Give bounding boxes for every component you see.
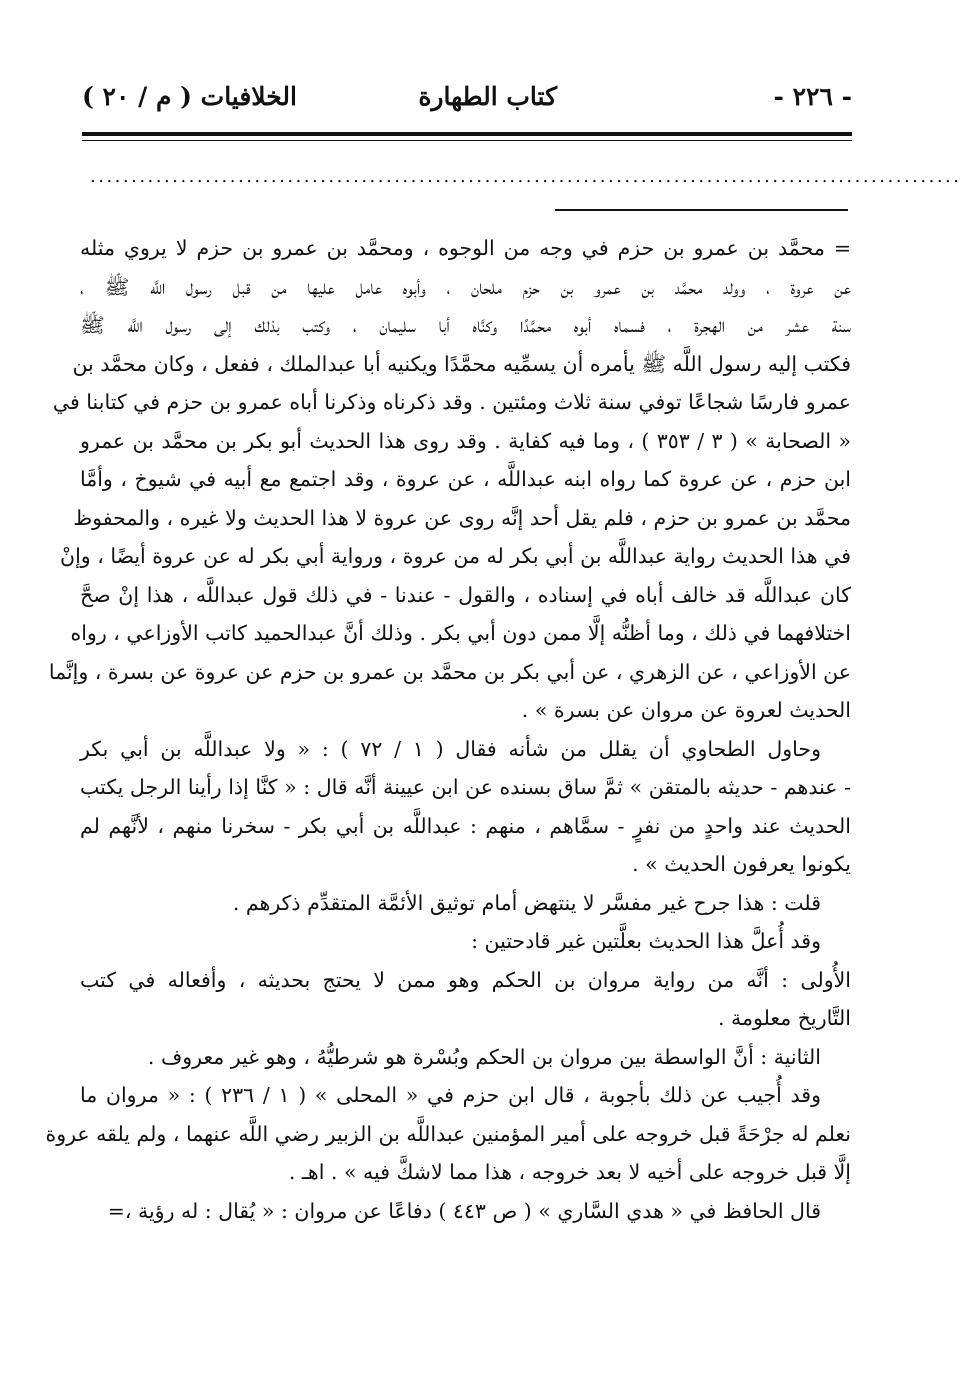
- text-line: اختلافهما في ذلك ، وما أظنُّه إلَّا ممن دون أبي بكر . وذلك أنَّ عبدالحميد كاتب الأوزاعي ، رواه: [70, 621, 851, 645]
- text-line: فكتب إليه رسول اللَّه ﷺ يأمره أن يسمِّيه محمَّدًا ويكنيه أبا عبدالملك ، ففعل ، وكان محمَّد بن: [72, 351, 851, 376]
- text-line: عمرو فارسًا شجاعًا توفي سنة ثلاث ومئتين . وقد ذكرناه وذكرنا أباه عمرو بن حزم في كتابنا في: [52, 390, 851, 414]
- text-line: الحديث عند واحدٍ من نفرٍ - سمَّاهم ، منهم : عبداللَّه بن أبي بكر - سخرنا منهم ، لأنَّهم لم: [80, 813, 851, 838]
- text-line: الحديث لعروة عن مروان عن بسرة » .: [521, 698, 851, 722]
- body-text: [45, 229, 851, 1230]
- text-line: الثانية : أنَّ الواسطة بين مروان بن الحكم وبُسْرة هو شرطيُّهُ ، وهو غير معروف .: [147, 1044, 821, 1069]
- header-rule-thick: [82, 132, 852, 136]
- text-line: وحاول الطحاوي أن يقلل من شأنه فقال ( ١ / ٧٢ ) : « ولا عبداللَّه بن أبي بكر: [80, 736, 822, 761]
- text-line: وقد أُعلَّ هذا الحديث بعلَّتين غير قادحتين :: [471, 929, 821, 953]
- book-title: كتاب الطهارة: [418, 82, 557, 111]
- header-rule-thin: [82, 140, 852, 141]
- page-number: - ٢٢٦ -: [773, 82, 852, 111]
- footnote-rule: [555, 209, 848, 211]
- text-line: ابن حزم ، عن عروة كما رواه ابنه عبداللَّه ، عن عروة ، وقد اجتمع مع أبيه في شيوخ ، وأمَّا: [80, 467, 851, 491]
- text-line: يكونوا يعرفون الحديث » .: [632, 852, 851, 876]
- text-line: « الصحابة » ( ٣ / ٣٥٣ ) ، وما فيه كفاية . وقد روى هذا الحديث أبو بكر بن محمَّد بن عمرو: [80, 428, 851, 453]
- text-line: عن عروة ، وولد محمَّد بن عمرو بن حزم ملحان ، وأبوه عامل عليها من قبل رسول اللَّه ﷺ ،: [80, 274, 851, 299]
- text-line: وقد أُجيب عن ذلك بأجوبة ، قال ابن حزم في « المحلى » ( ١ / ٢٣٦ ) : « مروان ما: [80, 1083, 821, 1107]
- text-line: كان عبداللَّه قد خالف أباه في إسناده ، والقول - عندنا - في ذلك قول عبداللَّه ، هذا إنْ صحَّ: [80, 582, 851, 607]
- text-line: نعلم له جرْحَةً قبل خروجه على أمير المؤمنين عبداللَّه بن الزبير رضي اللَّه عنهما ، ولم يلقه عروة: [45, 1121, 851, 1146]
- text-line: سنة عشر من الهجرة ، فسماه أبوه محمَّدًا وكنَّاه أبا سليمان ، وكتب بذلك إلى رسول اللَّه ﷺ: [80, 313, 851, 337]
- running-subtitle: الخلافيات ( م / ٢٠ ): [82, 82, 297, 111]
- text-line: في هذا الحديث رواية عبداللَّه بن أبي بكر له من عروة ، ورواية أبي بكر له عن عروة أيضًا ، وإنْ: [60, 544, 851, 568]
- text-line: عن الأوزاعي ، عن الزهري ، عن أبي بكر بن محمَّد بن عمرو بن حزم عن عروة عن بسرة ، وإنَّما: [48, 659, 851, 684]
- text-line: الأُولى : أنَّه من رواية مروان بن الحكم وهو ممن لا يحتج بحديثه ، وأفعاله في كتب: [80, 967, 851, 992]
- dotted-separator: ..........................................................................................................: [90, 166, 962, 187]
- text-line: قال الحافظ في « هدي السَّاري » ( ص ٤٤٣ ) دفاعًا عن مروان : « يُقال : له رؤية ،=: [107, 1198, 821, 1223]
- text-line: قلت : هذا جرح غير مفسَّر لا ينتهض أمام توثيق الأئمَّة المتقدِّم ذكرهم .: [232, 890, 821, 915]
- text-line: = محمَّد بن عمرو بن حزم في وجه من الوجوه ، ومحمَّد بن عمرو بن حزم لا يروي مثله: [80, 236, 851, 260]
- text-line: - عندهم - حديثه بالمتقن » ثمَّ ساق بسنده عن ابن عيينة أنَّه قال : « كنَّا إذا رأينا الرجل يكتب: [80, 775, 851, 799]
- text-line: التَّاريخ معلومة .: [718, 1006, 851, 1030]
- page-header: [82, 82, 852, 122]
- text-line: إلَّا قبل خروجه على أخيه لا بعد خروجه ، هذا مما لاشكَّ فيه » . اهـ .: [288, 1160, 851, 1184]
- text-line: محمَّد بن عمرو بن حزم ، فلم يقل أحد إنَّه روى عن عروة لا هذا الحديث ولا غيره ، والمحفوظ: [73, 505, 851, 530]
